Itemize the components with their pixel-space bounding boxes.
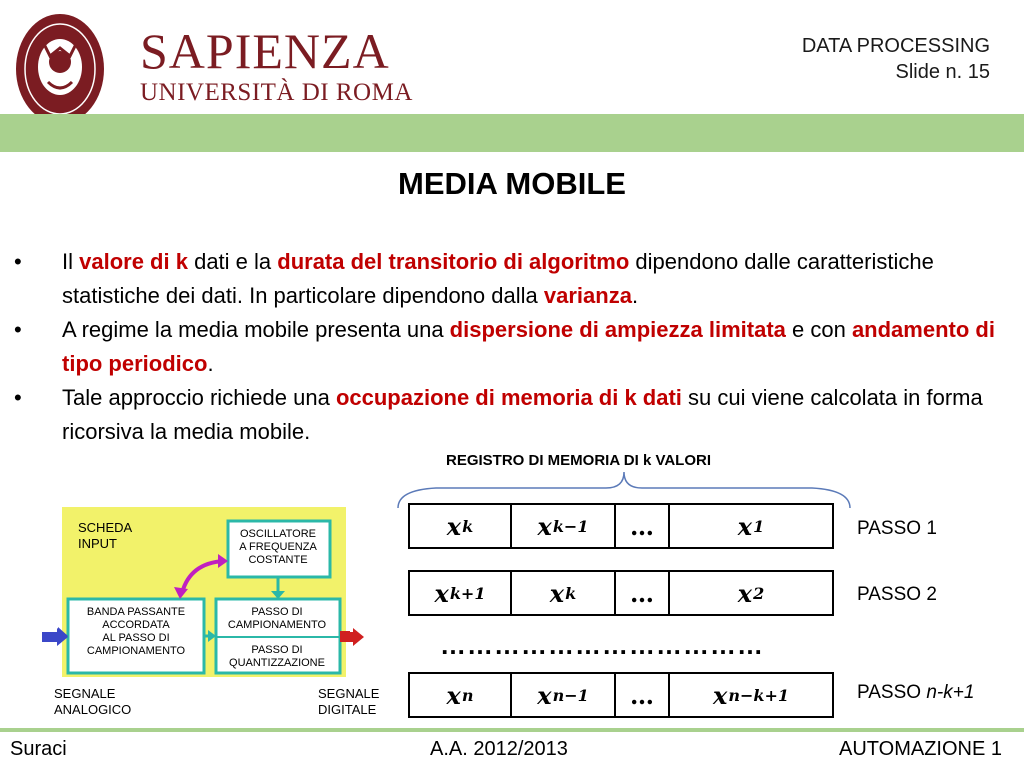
analog-input-arrow-icon — [42, 622, 72, 652]
slide-header-info — [802, 33, 990, 85]
step-label-index: n-k+1 — [926, 682, 975, 703]
highlight-text: dispersione di ampiezza limitata — [449, 317, 786, 342]
cell-subscript: k — [565, 583, 577, 603]
highlight-text: valore di k — [79, 249, 188, 274]
cell-symbol: x — [737, 578, 753, 608]
highlight-text: varianza — [543, 283, 632, 308]
bullet-item — [14, 381, 1014, 449]
bullet-list — [14, 245, 1014, 449]
digital-signal-label: SEGNALE DIGITALE — [318, 686, 380, 717]
quantization-label: PASSO DI QUANTIZZAZIONE — [229, 644, 325, 669]
register-row — [408, 672, 834, 718]
step-label-text: PASSO — [857, 682, 927, 703]
register-cell — [616, 505, 670, 547]
step-label — [857, 584, 937, 606]
step-label — [857, 518, 937, 540]
slide-title: MEDIA MOBILE — [398, 166, 626, 201]
register-cell — [410, 674, 512, 716]
bullet-text: A regime la media mobile presenta una — [62, 317, 450, 342]
register-cell — [512, 674, 616, 716]
footer-author: Suraci — [10, 738, 67, 760]
bullet-item — [14, 313, 1014, 381]
university-name: SAPIENZA — [140, 23, 390, 79]
register-cell — [410, 572, 512, 614]
ellipsis-separator: ……………………………… — [440, 630, 764, 660]
cell-subscript: 1 — [753, 516, 765, 536]
cell-symbol: x — [537, 680, 552, 710]
slide-number: Slide n. 15 — [895, 61, 990, 83]
footer-course: AUTOMAZIONE 1 — [839, 738, 1002, 760]
cell-symbol: … — [630, 511, 654, 541]
cell-symbol: … — [630, 578, 654, 608]
bullet-text: su cui viene calcolata in forma ricorsiva la media mobile. — [62, 385, 983, 444]
bullet-mark: • — [14, 385, 22, 410]
bullet-text: dati e la — [187, 249, 278, 274]
step-label — [857, 682, 974, 704]
university-seal-logo — [14, 12, 106, 126]
step-label-text: PASSO 1 — [857, 518, 937, 539]
course-title: DATA PROCESSING — [801, 35, 990, 57]
cell-subscript: n — [461, 685, 474, 705]
bullet-text: e con — [785, 317, 852, 342]
highlight-text: andamento di tipo periodico — [62, 317, 995, 376]
analog-signal-label: SEGNALE ANALOGICO — [54, 686, 132, 717]
cell-symbol: x — [446, 511, 462, 541]
cell-symbol: x — [537, 511, 552, 541]
bullet-text: Il — [62, 249, 80, 274]
bullet-text: . — [207, 351, 214, 376]
bullet-mark: • — [14, 249, 22, 274]
bullet-text: Tale approccio richiede una — [62, 385, 336, 410]
register-cell — [512, 505, 616, 547]
bullet-item — [14, 245, 1014, 313]
cell-symbol: x — [434, 578, 449, 608]
band-label: BANDA PASSANTE ACCORDATA AL PASSO DI CAMPIONAMENTO — [86, 606, 186, 657]
register-row — [408, 503, 834, 549]
register-cell — [670, 674, 832, 716]
board-label: SCHEDA INPUT — [78, 520, 133, 551]
cell-symbol: x — [713, 680, 728, 710]
highlight-text: occupazione di memoria di k dati — [335, 385, 682, 410]
step-label-text: PASSO 2 — [857, 584, 937, 605]
cell-subscript: k−1 — [552, 516, 589, 536]
header-band — [0, 114, 1024, 152]
cell-symbol: x — [737, 511, 753, 541]
register-cell — [670, 572, 832, 614]
register-cell — [670, 505, 832, 547]
bullet-text: dipendono dalle caratteristiche statistiche dei dati. In particolare dipendono dalla — [62, 249, 934, 308]
bullet-text: . — [631, 283, 639, 308]
footer-year: A.A. 2012/2013 — [430, 738, 568, 760]
register-cell — [616, 674, 670, 716]
register-row — [408, 570, 834, 616]
oscillator-label: OSCILLATORE A FREQUENZA COSTANTE — [239, 528, 317, 566]
cell-symbol: … — [630, 680, 654, 710]
register-cell — [512, 572, 616, 614]
cell-subscript: k — [462, 516, 474, 536]
university-subtitle: UNIVERSITÀ DI ROMA — [140, 79, 413, 106]
cell-subscript: k+1 — [449, 583, 486, 603]
register-cell — [616, 572, 670, 614]
register-cell — [410, 505, 512, 547]
sampling-label: PASSO DI CAMPIONAMENTO — [227, 606, 327, 631]
cell-symbol: x — [446, 680, 461, 710]
cell-subscript: n−k+1 — [728, 685, 789, 705]
cell-subscript: n−1 — [552, 685, 589, 705]
footer-band — [0, 728, 1024, 732]
highlight-text: durata del transitorio di algoritmo — [277, 249, 630, 274]
university-brand — [140, 23, 413, 108]
bullet-mark: • — [14, 317, 22, 342]
digital-output-arrow-icon — [340, 622, 370, 652]
cell-symbol: x — [549, 578, 565, 608]
register-label: REGISTRO DI MEMORIA DI k VALORI — [446, 452, 712, 469]
cell-subscript: 2 — [753, 583, 765, 603]
